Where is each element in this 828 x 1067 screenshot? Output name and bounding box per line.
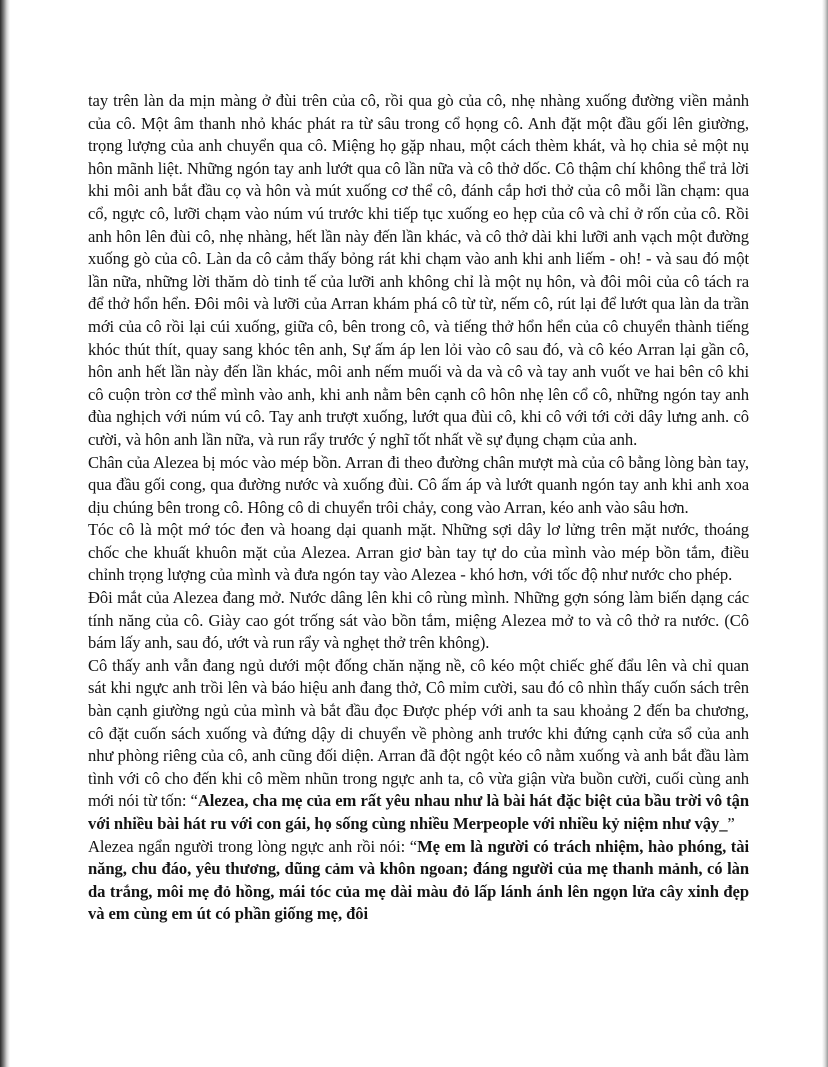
paragraph-6 bbox=[88, 836, 749, 926]
paragraph-5-close-quote: ” bbox=[727, 814, 735, 833]
paragraph-5-text: Cô thấy anh vẫn đang ngủ dưới một đống chăn nặng nề, cô kéo một chiếc ghế đẩu lên và chỉ quan sát khi ngực anh trồi lên và báo hiệu anh đang thở, Cô mỉm cười, sau đó cô nhìn thấy cuốn sách trên bàn cạnh giường ngủ của mình và bắt đầu đọc Được phép với anh ta sau khoảng 2 đến ba chương, cô đặt cuốn sách xuống và đứng dậy di chuyển về phòng anh trước khi đứng cạnh cửa sổ của anh như phòng riêng của cô, anh cũng đối diện. Arran đã đột ngột kéo cô nằm xuống và anh bắt đầu làm tình với cô cho đến khi cô mềm nhũn trong ngực anh ta, cô vừa giận vừa buồn cười, cuối cùng anh mới nói từ tốn: “ bbox=[88, 655, 749, 811]
paragraph-3 bbox=[88, 519, 749, 587]
paragraph-6-text: Alezea ngẩn người trong lòng ngực anh rồi nói: “ bbox=[88, 836, 418, 856]
paragraph-4-text: Đôi mắt của Alezea đang mở. Nước dâng lên khi cô rùng mình. Những gợn sóng làm biến dạng các tính năng của cô. Giày cao gót trống sát vào bồn tắm, miệng Alezea mở to và cô thở ra nước. (Cô bám lấy anh, sau đó, ướt và run rẩy và nghẹt thở trên không). bbox=[88, 588, 749, 653]
paragraph-1 bbox=[88, 90, 749, 452]
paragraph-3-text: Tóc cô là một mớ tóc đen và hoang dại quanh mặt. Những sợi dây lơ lửng trên mặt nước, thoáng chốc che khuất khuôn mặt của Alezea. Arran giơ bàn tay tự do của mình vào mép bồn tắm, điều chỉnh trọng lượng của mình và đưa ngón tay vào Alezea - khó hơn, với tốc độ như nước cho phép. bbox=[88, 520, 749, 585]
document-body bbox=[88, 90, 749, 1050]
page-right-edge-shadow bbox=[822, 0, 828, 1067]
paragraph-5 bbox=[88, 655, 749, 836]
paragraph-2-text: Chân của Alezea bị móc vào mép bồn. Arran đi theo đường chân mượt mà của cô bằng lòng bàn tay, qua đầu gối cong, qua đường nước và xuống đùi. Cô ấm áp và lướt quanh ngón tay anh khi anh xoa dịu chúng bên trong cô. Hông cô di chuyển trôi chảy, cong vào Arran, kéo anh vào sâu hơn. bbox=[88, 452, 749, 517]
paragraph-1-text: tay trên làn da mịn màng ở đùi trên của cô, rồi qua gò của cô, nhẹ nhàng xuống đường viền mảnh của cô. Một âm thanh nhỏ khác phát ra từ sâu trong cổ họng cô. Anh đặt một đầu gối lên giường, trọng lượng của anh chuyển qua cô. Miệng họ gặp nhau, một cách thèm khát, và họ chia sẻ một nụ hôn mãnh liệt. Những ngón tay anh lướt qua cô lần nữa và cô thở dốc. Cô thậm chí không thể trả lời khi môi anh bắt đầu cọ và hôn và mút xuống cơ thể cô, đánh cắp hơi thở của cô mỗi lần chạm: qua cổ, ngực cô, lưỡi chạm vào núm vú trước khi tiếp tục xuống eo hẹp của cô và chỉ ở rốn của cô. Rồi anh hôn lên đùi cô, nhẹ nhàng, hết lần này đến lần khác, và cô thở dài khi lưỡi anh vạch một đường xuống gò của cô. Làn da cô cảm thấy bỏng rát khi chạm vào anh khi anh liếm - oh! - và sau đó một lần nữa, những lời thăm dò tinh tế của lưỡi anh không chỉ là một nụ hôn, và đôi môi của cô tách ra để thở hổn hển. Đôi môi và lưỡi của Arran khám phá cô từ từ, nếm cô, rút lại để lướt qua làn da trần mới của cô rồi lại cúi xuống, giữa cô, bên trong cô, và tiếng thở hổn hển của cô chuyển thành tiếng khóc thút thít, quay sang khóc tên anh, Sự ấm áp len lỏi vào cô sau đó, và cô kéo Arran lại gần cô, hôn anh hết lần này đến lần khác, môi anh nếm muối và da và cô và tay anh vuốt ve hai bên cô khi cô cuộn tròn cơ thể mình vào anh, khi anh nằm bên cạnh cô hôn nhẹ lên cổ cô, những ngón tay anh đùa nghịch với núm vú cô. Tay anh trượt xuống, lướt qua đùi cô, khi cô với tới cởi dây lưng anh. cô cười, và hôn anh lần nữa, và run rẩy trước ý nghĩ tốt nhất về sự đụng chạm của anh. bbox=[88, 91, 749, 449]
paragraph-5-quote-bold: Alezea, cha mẹ của em rất yêu nhau như là bài hát đặc biệt của bầu trời vô tận với nhiều bài hát ru với con gái, họ sống cùng nhiều Merpeople với nhiều kỷ niệm như vậy_ bbox=[88, 791, 749, 833]
paragraph-2 bbox=[88, 452, 749, 520]
paragraph-6-quote-bold: Mẹ em là người có trách nhiệm, hào phóng, tài năng, chu đáo, yêu thương, dũng cảm và khôn ngoan; đáng người của mẹ thanh mảnh, có làn da trắng, môi mẹ đỏ hồng, mái tóc của mẹ dài màu đỏ lấp lánh ánh lên ngọn lửa cây xinh đẹp và em cùng em út có phần giống mẹ, đôi bbox=[88, 836, 749, 924]
paragraph-4 bbox=[88, 587, 749, 655]
page-left-edge-shadow bbox=[0, 0, 10, 1067]
